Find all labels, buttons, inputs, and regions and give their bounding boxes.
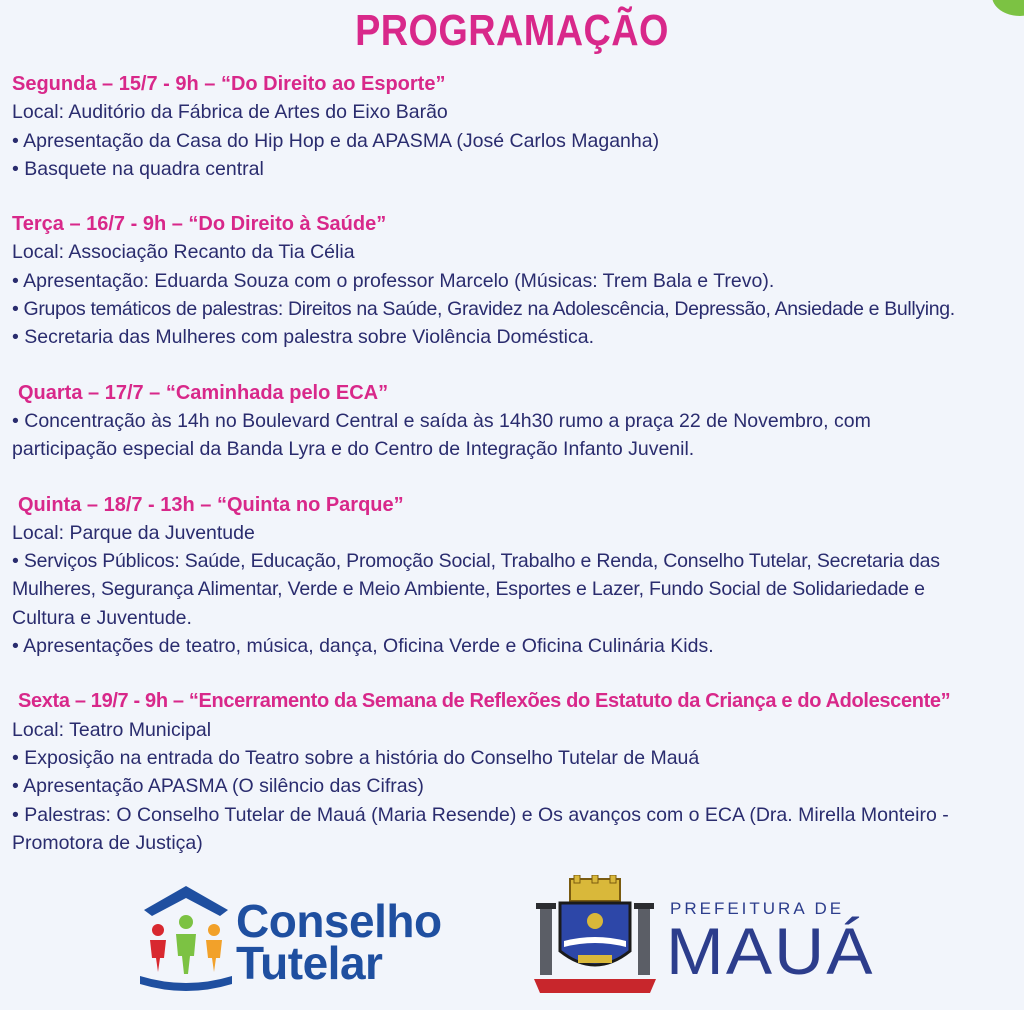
conselho-tutelar-wordmark — [236, 895, 442, 989]
section-heading: Terça – 16/7 - 9h – “Do Direito à Saúde” — [12, 213, 387, 236]
conselho-tutelar-emblem-icon — [136, 880, 236, 992]
section-quarta — [12, 379, 1017, 464]
section-line: participação especial da Banda Lyra e do Centro de Integração Infanto Juvenil. — [12, 438, 695, 461]
section-line: Local: Teatro Municipal — [12, 718, 212, 741]
section-line: • Apresentação da Casa do Hip Hop e da APASMA (José Carlos Maganha) — [12, 129, 660, 152]
section-line: Local: Auditório da Fábrica de Artes do Eixo Barão — [12, 101, 448, 124]
section-line: • Grupos temáticos de palestras: Direitos na Saúde, Gravidez na Adolescência, Depressão, Ansiedade e Bullying. — [12, 298, 955, 321]
prefeitura-label: PREFEITURA DE — [670, 899, 845, 918]
conselho-line2: Tutelar — [236, 937, 383, 989]
section-line: Promotora de Justiça) — [12, 831, 203, 854]
section-line: • Apresentações de teatro, música, dança, Oficina Verde e Oficina Culinária Kids. — [12, 635, 714, 658]
prefeitura-maua-logo — [530, 875, 900, 1000]
section-line: Cultura e Juventude. — [12, 606, 192, 629]
section-line: Mulheres, Segurança Alimentar, Verde e Meio Ambiente, Esportes e Lazer, Fundo Social de Solidariedade e — [12, 578, 925, 601]
section-line: • Apresentação: Eduarda Souza com o professor Marcelo (Músicas: Trem Bala e Trevo). — [12, 269, 775, 292]
section-sexta — [12, 687, 1017, 857]
conselho-tutelar-logo — [136, 880, 476, 992]
schedule-content — [12, 70, 1017, 884]
section-heading: Sexta – 19/7 - 9h – “Encerramento da Semana de Reflexões do Estatuto da Criança e do Adolescente” — [18, 690, 951, 713]
section-line: • Apresentação APASMA (O silêncio das Cifras) — [12, 775, 424, 798]
corner-decoration — [992, 0, 1024, 16]
section-heading: Quinta – 18/7 - 13h – “Quinta no Parque” — [18, 493, 404, 516]
section-line: • Palestras: O Conselho Tutelar de Mauá (Maria Resende) e Os avanços com o ECA (Dra. Mirella Monteiro - — [12, 803, 949, 826]
section-heading: Segunda – 15/7 - 9h – “Do Direito ao Esporte” — [12, 73, 446, 95]
section-segunda — [12, 70, 1017, 183]
maua-coat-of-arms-icon — [530, 875, 660, 1000]
section-line: • Basquete na quadra central — [12, 157, 264, 180]
section-line: Local: Parque da Juventude — [12, 521, 255, 544]
footer-logos — [0, 875, 1024, 1000]
section-line: Local: Associação Recanto da Tia Célia — [12, 241, 355, 264]
conselho-line1: Conselho — [236, 895, 442, 947]
section-line: • Serviços Públicos: Saúde, Educação, Promoção Social, Trabalho e Renda, Conselho Tutelar, Secretaria das — [12, 550, 940, 573]
section-heading: Quarta – 17/7 – “Caminhada pelo ECA” — [18, 381, 389, 404]
page-title: PROGRAMAÇÃO — [355, 6, 669, 55]
section-quinta — [12, 491, 1017, 661]
section-terca — [12, 210, 1017, 351]
maua-wordmark: MAUÁ — [666, 914, 875, 988]
section-line: • Secretaria das Mulheres com palestra sobre Violência Doméstica. — [12, 326, 594, 349]
section-line: • Exposição na entrada do Teatro sobre a história do Conselho Tutelar de Mauá — [12, 746, 700, 769]
section-line: • Concentração às 14h no Boulevard Central e saída às 14h30 rumo a praça 22 de Novembro, com — [12, 409, 871, 432]
